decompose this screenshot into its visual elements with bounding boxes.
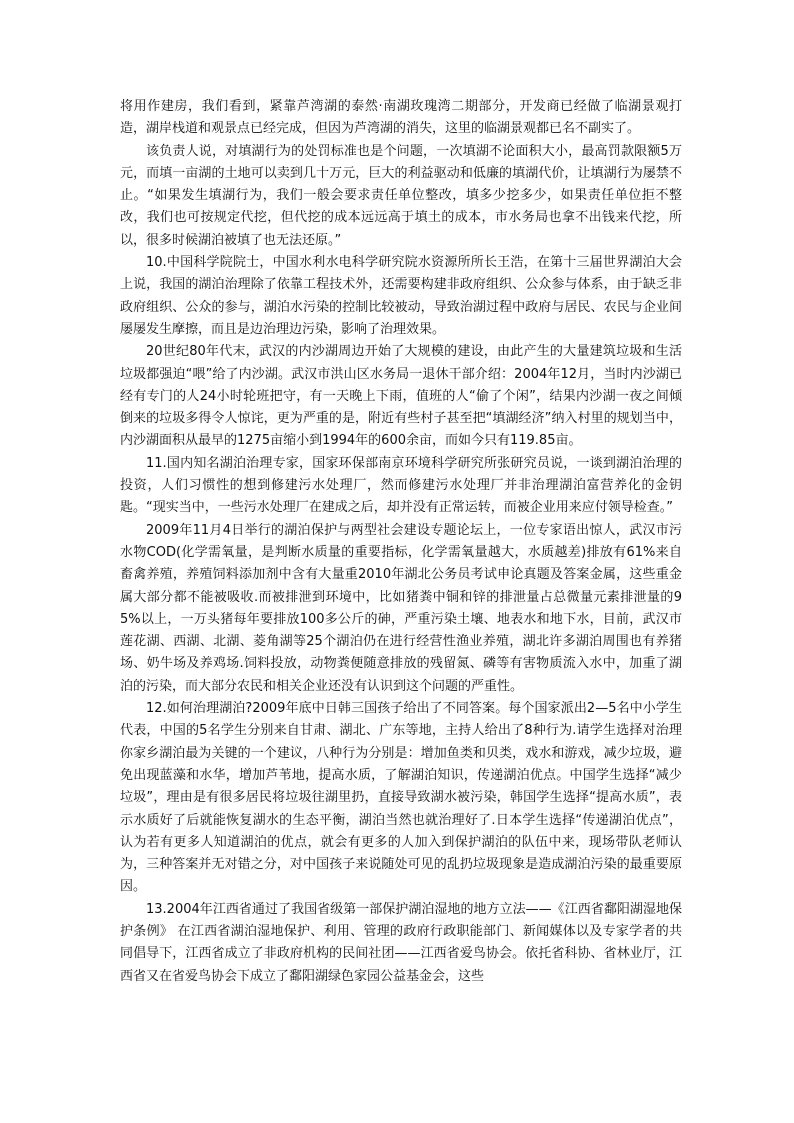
paragraph-item-13: 13.2004年江西省通过了我国省级第一部保护湖泊湿地的地方立法——《江西省鄱阳湖湿地保护条例》 在江西省湖泊湿地保护、利用、管理的政府行政职能部门、新闻媒体以及专家学者的共同倡导下，江西省成立了非政府机构的民间社团——江西省爱鸟协会。依托省科协、省林业厅，江西省又在省爱鸟协会下成立了鄱阳湖绿色家园公益基金会，这些 xyxy=(120,901,682,984)
paragraph-penalty-standard: 该负责人说，对填湖行为的处罚标准也是个问题，一次填湖不论面积大小，最高罚款限额5万元，而填一亩湖的土地可以卖到几十万元，巨大的利益驱动和低廉的填湖代价，让填湖行为屡禁不止。“如果发生填湖行为，我们一般会要求责任单位整改，填多少挖多少，如果责任单位拒不整改，我们也可按规定代挖，但代挖的成本远远高于填土的成本，市水务局也拿不出钱来代挖，所以，很多时候湖泊被填了也无法还原。” xyxy=(120,143,682,248)
paragraph-neishahu-lake: 20世纪80年代末，武汉的内沙湖周边开始了大规模的建设，由此产生的大量建筑垃圾和生活垃圾都强迫“喂”给了内沙湖。武汉市洪山区水务局一退休干部介绍：2004年12月，当时内沙湖已经有专门的人24小时轮班把守，有一天晚上下雨，值班的人“偷了个闲”，结果内沙湖一夜之间倾倒来的垃圾多得令人惊诧，更为严重的是，附近有些村子甚至把“填湖经济”纳入村里的规划当中，内沙湖面积从最早的1275亩缩小到1994年的600余亩，而如今只有119.85亩。 xyxy=(120,344,682,449)
paragraph-item-12: 12.如何治理湖泊?2009年底中日韩三国孩子给出了不同答案。每个国家派出2—5名中小学生代表，中国的5名学生分别来自甘肃、湖北、广东等地，主持人给出了8种行为.请学生选择对治理你家乡湖泊最为关键的一个建议，八种行为分别是：增加鱼类和贝类，戏水和游戏，减少垃圾，避免出现蓝藻和水华，增加芦苇地，提高水质，了解湖泊知识，传递湖泊优点。中国学生选择“减少垃圾”，理由是有很多居民将垃圾往湖里扔，直接导致湖水被污染，韩国学生选择“提高水质”，表示水质好了后就能恢复湖水的生态平衡，湖泊当然也就治理好了.日本学生选择“传递湖泊优点”，认为若有更多人知道湖泊的优点，就会有更多的人加入到保护湖泊的队伍中来，现场带队老师认为，三种答案并无对错之分，对中国孩子来说随处可见的乱扔垃圾现象是造成湖泊污染的最重要原因。 xyxy=(120,701,682,895)
document-page xyxy=(120,96,682,988)
paragraph-item-10: 10.中国科学院院士，中国水利水电科学研究院水资源所所长王浩，在第十三届世界湖泊大会上说，我国的湖泊治理除了依靠工程技术外，还需要构建非政府组织、公众参与体系，由于缺乏非政府组织、公众的参与，湖泊水污染的控制比较被动，导致治湖过程中政府与居民、农民与企业间屡屡发生摩擦，而且是边治理边污染，影响了治理效果。 xyxy=(120,255,682,337)
paragraph-item-11: 11.国内知名湖泊治理专家，国家环保部南京环境科学研究所张研究员说，一谈到湖泊治理的投资，人们习惯性的想到修建污水处理厂，然而修建污水处理厂并非治理湖泊富营养化的金钥匙。“现实当中，一些污水处理厂在建成之后，却并没有正常运转，而被企业用来应付领导检查。” xyxy=(120,455,682,516)
paragraph-continuation: 将用作建房，我们看到，紧靠芦湾湖的泰然·南湖玫瑰湾二期部分，开发商已经做了临湖景观打造，湖岸栈道和观景点已经完成，但因为芦湾湖的消失，这里的临湖景观都已名不副实了。 xyxy=(120,99,682,137)
paragraph-forum-2009: 2009年11月4日举行的湖泊保护与两型社会建设专题论坛上，一位专家语出惊人，武汉市污水物COD(化学需氧量，是判断水质量的重要指标，化学需氧量越大，水质越差)排放有61%来自畜禽养殖，养殖饲料添加剂中含有大量重2010年湖北公务员考试申论真题及答案金属，这些重金属大部分都不能被吸收.而被排泄到环境中，比如猪粪中铜和锌的排泄量占总微量元素排泄量的95%以上，一万头猪每年要排放100多公斤的砷，严重污染土壤、地表水和地下水，目前，武汉市莲花湖、西湖、北湖、菱角湖等25个湖泊仍在进行经营性渔业养殖，湖北许多湖泊周围也有养猪场、奶牛场及养鸡场.饲料投放，动物粪便随意排放的残留氮、磷等有害物质流入水中，加重了湖泊的污染，而大部分农民和相关企业还没有认识到这个问题的严重性。 xyxy=(120,522,682,694)
